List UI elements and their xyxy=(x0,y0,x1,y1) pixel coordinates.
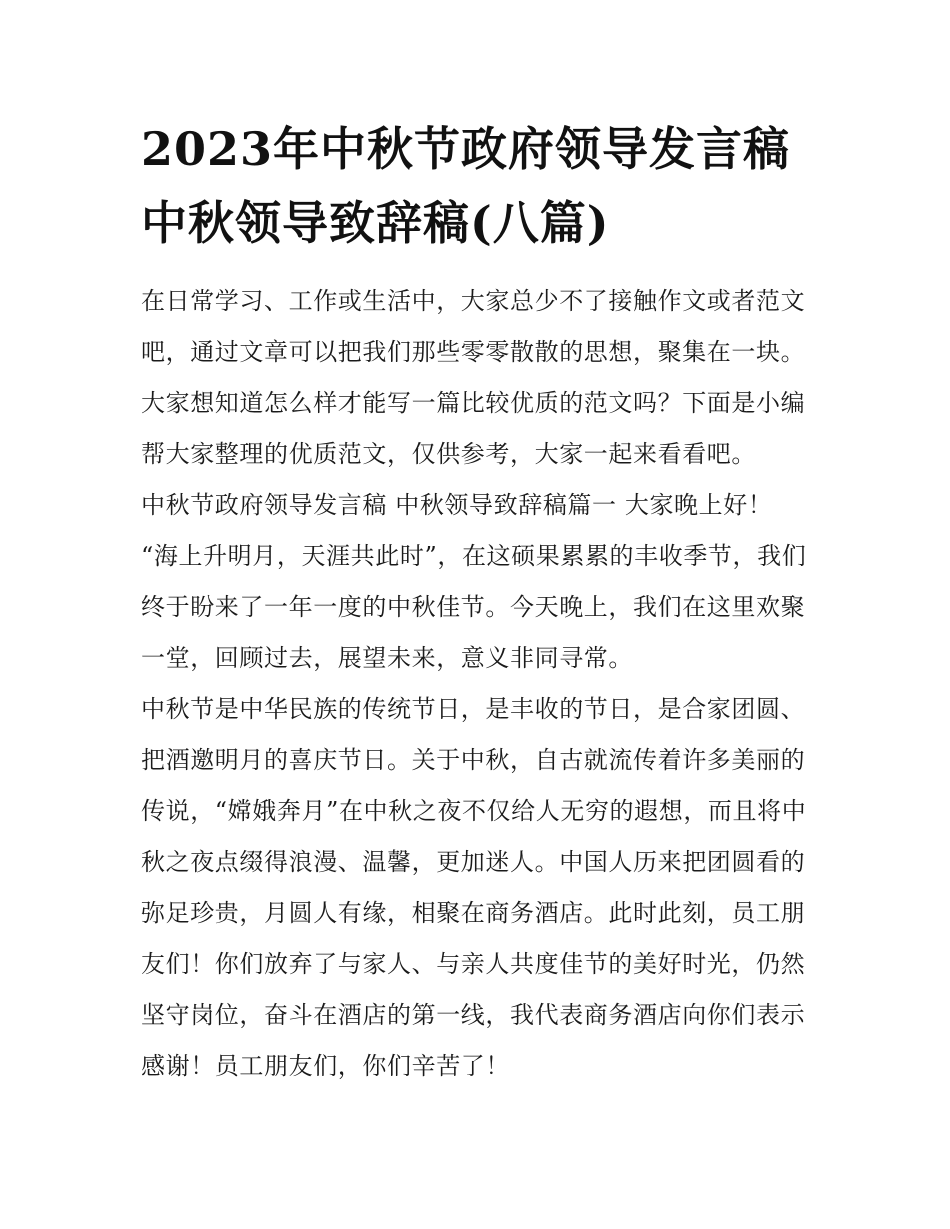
body-line: 传说，“嫦娥奔月”在中秋之夜不仅给人无穷的遐想，而且将中 xyxy=(141,797,807,825)
body-line: 秋之夜点缀得浪漫、温馨，更加迷人。中国人历来把团圆看的 xyxy=(141,848,806,876)
body-line: 吧，通过文章可以把我们那些零零散散的思想，聚集在一块。 xyxy=(141,338,806,366)
body-line: 弥足珍贵，月圆人有缘，相聚在商务酒店。此时此刻，员工朋 xyxy=(141,899,806,927)
body-line: 在日常学习、工作或生活中，大家总少不了接触作文或者范文 xyxy=(141,287,806,315)
body-line: 中秋节政府领导发言稿 中秋领导致辞稿篇一 大家晚上好！ xyxy=(141,491,773,519)
body-line: 大家想知道怎么样才能写一篇比较优质的范文吗？下面是小编 xyxy=(141,389,806,417)
document-body xyxy=(141,276,821,1092)
title-line: 2023年中秋节政府领导发言稿 xyxy=(141,122,791,176)
title-line: 中秋领导致辞稿(八篇) xyxy=(141,196,610,250)
body-line: 感谢！员工朋友们，你们辛苦了！ xyxy=(141,1052,510,1080)
body-line: 把酒邀明月的喜庆节日。关于中秋，自古就流传着许多美丽的 xyxy=(141,746,806,774)
body-line: 友们！你们放弃了与家人、与亲人共度佳节的美好时光，仍然 xyxy=(141,950,806,978)
body-line: 帮大家整理的优质范文，仅供参考，大家一起来看看吧。 xyxy=(141,440,756,468)
body-line: 一堂，回顾过去，展望未来，意义非同寻常。 xyxy=(141,644,633,672)
body-line: 终于盼来了一年一度的中秋佳节。今天晚上，我们在这里欢聚 xyxy=(141,593,806,621)
document-title xyxy=(141,112,841,260)
body-line: “海上升明月，天涯共此时”，在这硕果累累的丰收季节，我们 xyxy=(141,542,807,570)
body-line: 中秋节是中华民族的传统节日，是丰收的节日，是合家团圆、 xyxy=(141,695,806,723)
body-line: 坚守岗位，奋斗在酒店的第一线，我代表商务酒店向你们表示 xyxy=(141,1001,806,1029)
